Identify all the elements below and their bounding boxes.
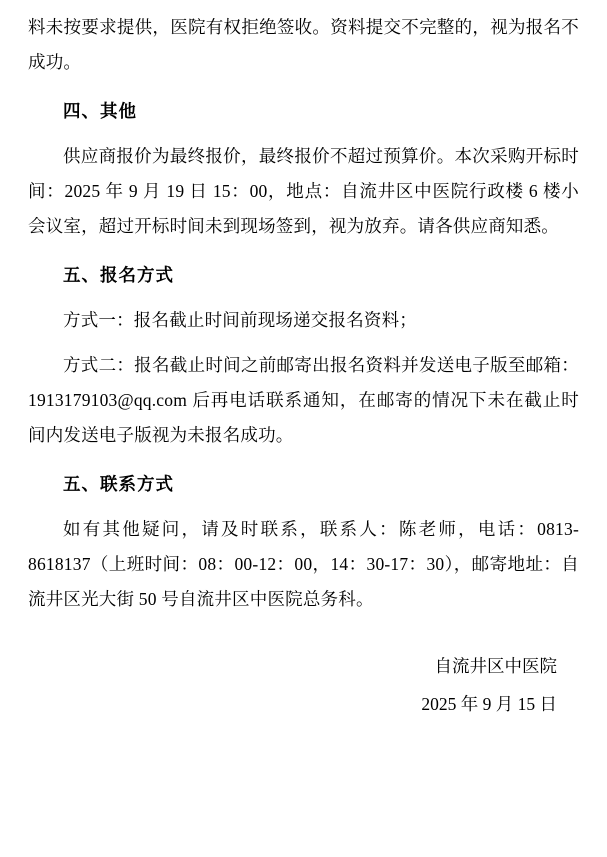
spacer [28, 502, 579, 512]
spacer [28, 129, 579, 139]
contact-paragraph: 如有其他疑问，请及时联系，联系人：陈老师，电话：0813-8618137（上班时间：08：00-12：00，14：30-17：30），邮寄地址：自流井区光大街 50 号自流井区中医院总务科。 [28, 519, 579, 609]
section-heading-other: 四、其他 [63, 101, 137, 121]
section-other-paragraph: 供应商报价为最终报价，最终报价不超过预算价。本次采购开标时间：2025 年 9 月 19 日 15：00，地点：自流井区中医院行政楼 6 楼小会议室，超过开标时间未到现场签到，视为放弃。请各供应商知悉。 [28, 146, 579, 236]
spacer [28, 293, 579, 303]
section-heading-contact: 五、联系方式 [63, 474, 174, 494]
spacer [28, 80, 579, 94]
spacer [28, 338, 579, 348]
continued-paragraph: 料未按要求提供，医院有权拒绝签收。资料提交不完整的，视为报名不成功。 [28, 17, 579, 72]
registration-method-one: 方式一：报名截止时间前现场递交报名资料； [63, 310, 417, 330]
signature-organization: 自流井区中医院 [434, 656, 557, 676]
registration-method-two: 方式二：报名截止时间之前邮寄出报名资料并发送电子版至邮箱：1913179103@qq.com 后再电话联系通知，在邮寄的情况下未在截止时间内发送电子版视为未报名成功。 [28, 355, 579, 445]
signature-block [28, 647, 579, 723]
spacer [28, 244, 579, 258]
section-heading-registration-method: 五、报名方式 [63, 265, 174, 285]
spacer [28, 453, 579, 467]
signature-date: 2025 年 9 月 15 日 [421, 694, 557, 714]
